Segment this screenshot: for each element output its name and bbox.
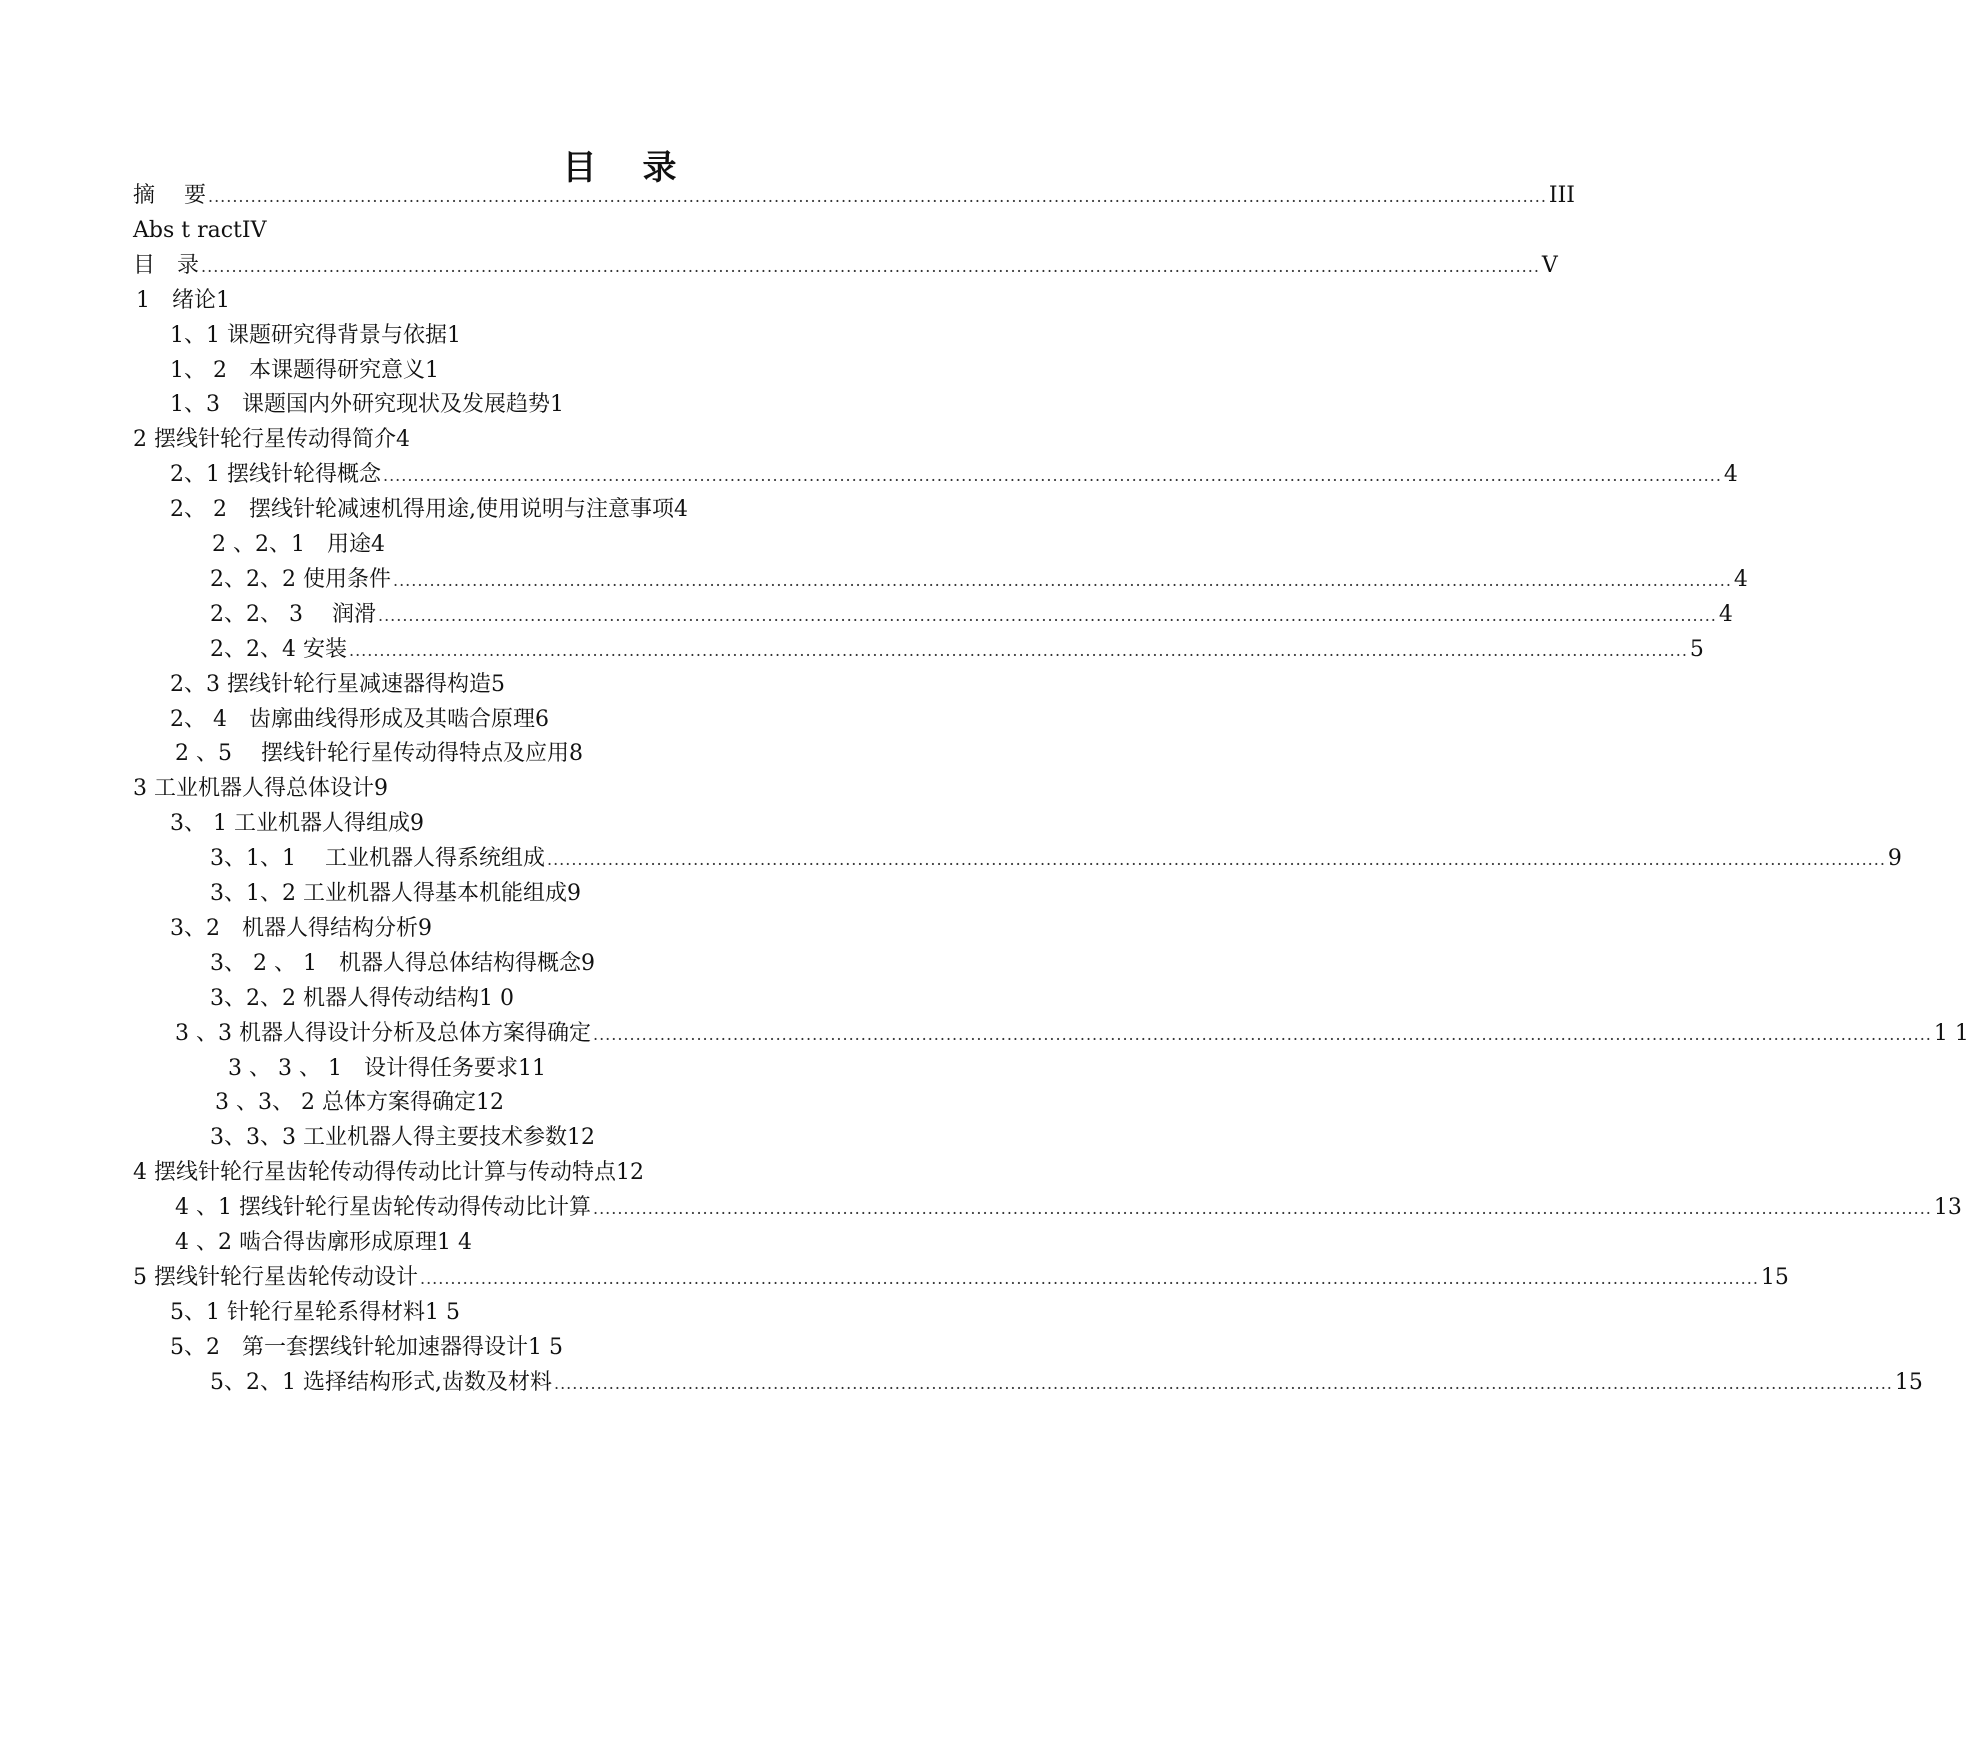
toc-page-number: IV xyxy=(241,218,267,243)
toc-entry xyxy=(170,490,688,529)
toc-entry-title: 5、1 针轮行星轮系得材料 xyxy=(170,1300,425,1325)
dot-leader: ............................................................................................................................................................................................................................ xyxy=(592,1025,1932,1044)
toc-entry-title: 3 、3 机器人得设计分析及总体方案得确定 xyxy=(175,1021,591,1046)
dot-leader: ............................................................................................................................................................................................................................ xyxy=(553,1374,1893,1393)
toc-page-number: 9 xyxy=(1887,846,1902,871)
toc-page-number: 1 1 xyxy=(1933,1021,1969,1046)
toc-entry xyxy=(210,839,1902,878)
toc-entry-title: 1 绪论 xyxy=(136,288,216,313)
toc-entry-title: 2、 4 齿廓曲线得形成及其啮合原理 xyxy=(170,707,535,732)
toc-page-number: 4 xyxy=(1723,462,1738,487)
toc-entry-title: 1、 2 本课题得研究意义 xyxy=(170,358,425,383)
toc-page-number: 11 xyxy=(517,1056,546,1081)
dot-leader: ............................................................................................................................................................................................................................ xyxy=(201,257,1540,276)
toc-entry xyxy=(175,1188,1962,1227)
toc-entry-title: 2 、5 摆线针轮行星传动得特点及应用 xyxy=(175,741,569,766)
toc-page-number: 1 xyxy=(550,392,564,417)
toc-page-number: 5 xyxy=(491,672,505,697)
toc-entry xyxy=(170,1293,460,1332)
toc-entry xyxy=(175,1223,472,1262)
toc-page-number: 1 5 xyxy=(425,1300,460,1325)
toc-entry xyxy=(210,560,1748,599)
toc-entry xyxy=(133,246,1558,285)
toc-page-number: 9 xyxy=(374,776,388,801)
toc-page-number: 1 xyxy=(425,358,439,383)
toc-entry-title: 3 、3、 2 总体方案得确定 xyxy=(215,1090,476,1115)
toc-page-number: 1 5 xyxy=(528,1335,563,1360)
toc-page-number: 4 xyxy=(396,427,410,452)
toc-page-number: 8 xyxy=(568,741,583,766)
toc-page-number: 12 xyxy=(567,1125,595,1150)
toc-entry xyxy=(210,630,1704,669)
dot-leader: ............................................................................................................................................................................................................................ xyxy=(393,571,1732,590)
dot-leader: ............................................................................................................................................................................................................................ xyxy=(592,1199,1932,1218)
toc-entry xyxy=(170,1328,563,1367)
dot-leader: ............................................................................................................................................................................................................................ xyxy=(420,1269,1759,1288)
toc-page-number: 9 xyxy=(567,881,581,906)
toc-page-number: 6 xyxy=(535,707,549,732)
toc-entry xyxy=(210,874,581,913)
toc-entry xyxy=(170,665,505,704)
toc-entry xyxy=(210,944,595,983)
toc-entry-title: 1、3 课题国内外研究现状及发展趋势 xyxy=(170,392,550,417)
toc-entry-title: 2、2、 3 润滑 xyxy=(210,602,376,627)
toc-entry xyxy=(210,1118,595,1157)
toc-entry-title: 3、2、2 机器人得传动结构 xyxy=(210,986,479,1011)
toc-page-number: 12 xyxy=(475,1090,504,1115)
toc-entry-title: 3、2 机器人得结构分析 xyxy=(170,916,418,941)
toc-entry xyxy=(210,1363,1923,1402)
toc-page-number: 9 xyxy=(580,951,595,976)
toc-entry-title: 2 摆线针轮行星传动得简介 xyxy=(133,427,396,452)
toc-entry xyxy=(133,1153,644,1192)
toc-page-number: 1 4 xyxy=(436,1230,472,1255)
toc-entry-title: 2 、2、1 用途 xyxy=(212,532,371,557)
toc-entry-title: 3、1、2 工业机器人得基本机能组成 xyxy=(210,881,567,906)
toc-entry xyxy=(170,316,461,355)
toc-entry-title: 3、1、1 工业机器人得系统组成 xyxy=(210,846,545,871)
toc-entry-title: 目 录 xyxy=(133,253,200,278)
toc-entry-title: 3、 2 、 1 机器人得总体结构得概念 xyxy=(210,951,581,976)
toc-page-number: 15 xyxy=(1894,1370,1923,1395)
toc-entry xyxy=(170,385,564,424)
dot-leader: ............................................................................................................................................................................................................................ xyxy=(377,606,1717,625)
toc-entry-title: 摘 要 xyxy=(133,183,206,208)
toc-entry xyxy=(133,176,1575,215)
toc-entry-title: 5 摆线针轮行星齿轮传动设计 xyxy=(133,1265,418,1290)
toc-page-number: 4 xyxy=(1718,602,1733,627)
toc-entry xyxy=(170,909,432,948)
toc-entry-title: 2、 2 摆线针轮减速机得用途,使用说明与注意事项 xyxy=(170,497,674,522)
toc-entry xyxy=(170,804,424,843)
toc-entry-title: 2、2、2 使用条件 xyxy=(210,567,391,592)
toc-entry-title: 2、1 摆线针轮得概念 xyxy=(170,462,381,487)
toc-entry-title: Abs t ract xyxy=(133,218,242,243)
dot-leader: ............................................................................................................................................................................................................................ xyxy=(208,187,1547,206)
toc-page-number: 1 0 xyxy=(479,986,514,1011)
title-char-2: 录 xyxy=(642,148,679,188)
toc-entry xyxy=(133,1258,1789,1297)
toc-entry xyxy=(170,455,1738,494)
toc-entry-title: 5、2 第一套摆线针轮加速器得设计 xyxy=(170,1335,528,1360)
toc-entry-title: 2、3 摆线针轮行星减速器得构造 xyxy=(170,672,491,697)
toc-page-number: 15 xyxy=(1760,1265,1789,1290)
toc-page-number: 1 xyxy=(447,323,461,348)
toc-page-number: 4 xyxy=(1733,567,1748,592)
toc-entry-title: 3、 1 工业机器人得组成 xyxy=(170,811,410,836)
dot-leader: ............................................................................................................................................................................................................................ xyxy=(349,641,1688,660)
toc-page-number: 4 xyxy=(371,532,385,557)
toc-page-number: 1 xyxy=(216,288,230,313)
toc-entry xyxy=(133,769,388,808)
toc-entry-title: 4 、1 摆线针轮行星齿轮传动得传动比计算 xyxy=(175,1195,591,1220)
toc-entry-title: 3 工业机器人得总体设计 xyxy=(133,776,374,801)
toc-page-number: V xyxy=(1541,253,1558,278)
dot-leader: ............................................................................................................................................................................................................................ xyxy=(383,466,1722,485)
toc-entry xyxy=(215,1083,504,1122)
toc-page-number: 9 xyxy=(418,916,432,941)
toc-entry xyxy=(212,525,385,564)
toc-page-number: 5 xyxy=(1689,637,1704,662)
toc-entry xyxy=(133,420,410,459)
toc-entry-title: 4 、2 啮合得齿廓形成原理 xyxy=(175,1230,437,1255)
toc-entry-title: 5、2、1 选择结构形式,齿数及材料 xyxy=(210,1370,552,1395)
toc-entry-title: 2、2、4 安装 xyxy=(210,637,347,662)
toc-page-number: 13 xyxy=(1933,1195,1962,1220)
toc-page-number: 4 xyxy=(673,497,688,522)
toc-entry-title: 3、3、3 工业机器人得主要技术参数 xyxy=(210,1125,567,1150)
toc-entry xyxy=(136,281,230,320)
toc-page-number: 12 xyxy=(616,1160,644,1185)
toc-entry xyxy=(210,595,1733,634)
title-char-1: 目 xyxy=(562,148,599,188)
toc-entry-title: 4 摆线针轮行星齿轮传动得传动比计算与传动特点 xyxy=(133,1160,616,1185)
toc-entry-title: 3 、 3 、 1 设计得任务要求 xyxy=(228,1056,518,1081)
toc-page-number: III xyxy=(1548,183,1575,208)
toc-entry xyxy=(210,979,514,1018)
toc-entry xyxy=(175,1014,1969,1053)
toc-page-number: 9 xyxy=(409,811,424,836)
toc-entry xyxy=(133,211,266,250)
toc-entry xyxy=(175,734,583,773)
dot-leader: ............................................................................................................................................................................................................................ xyxy=(547,850,1886,869)
toc-entry-title: 1、1 课题研究得背景与依据 xyxy=(170,323,447,348)
